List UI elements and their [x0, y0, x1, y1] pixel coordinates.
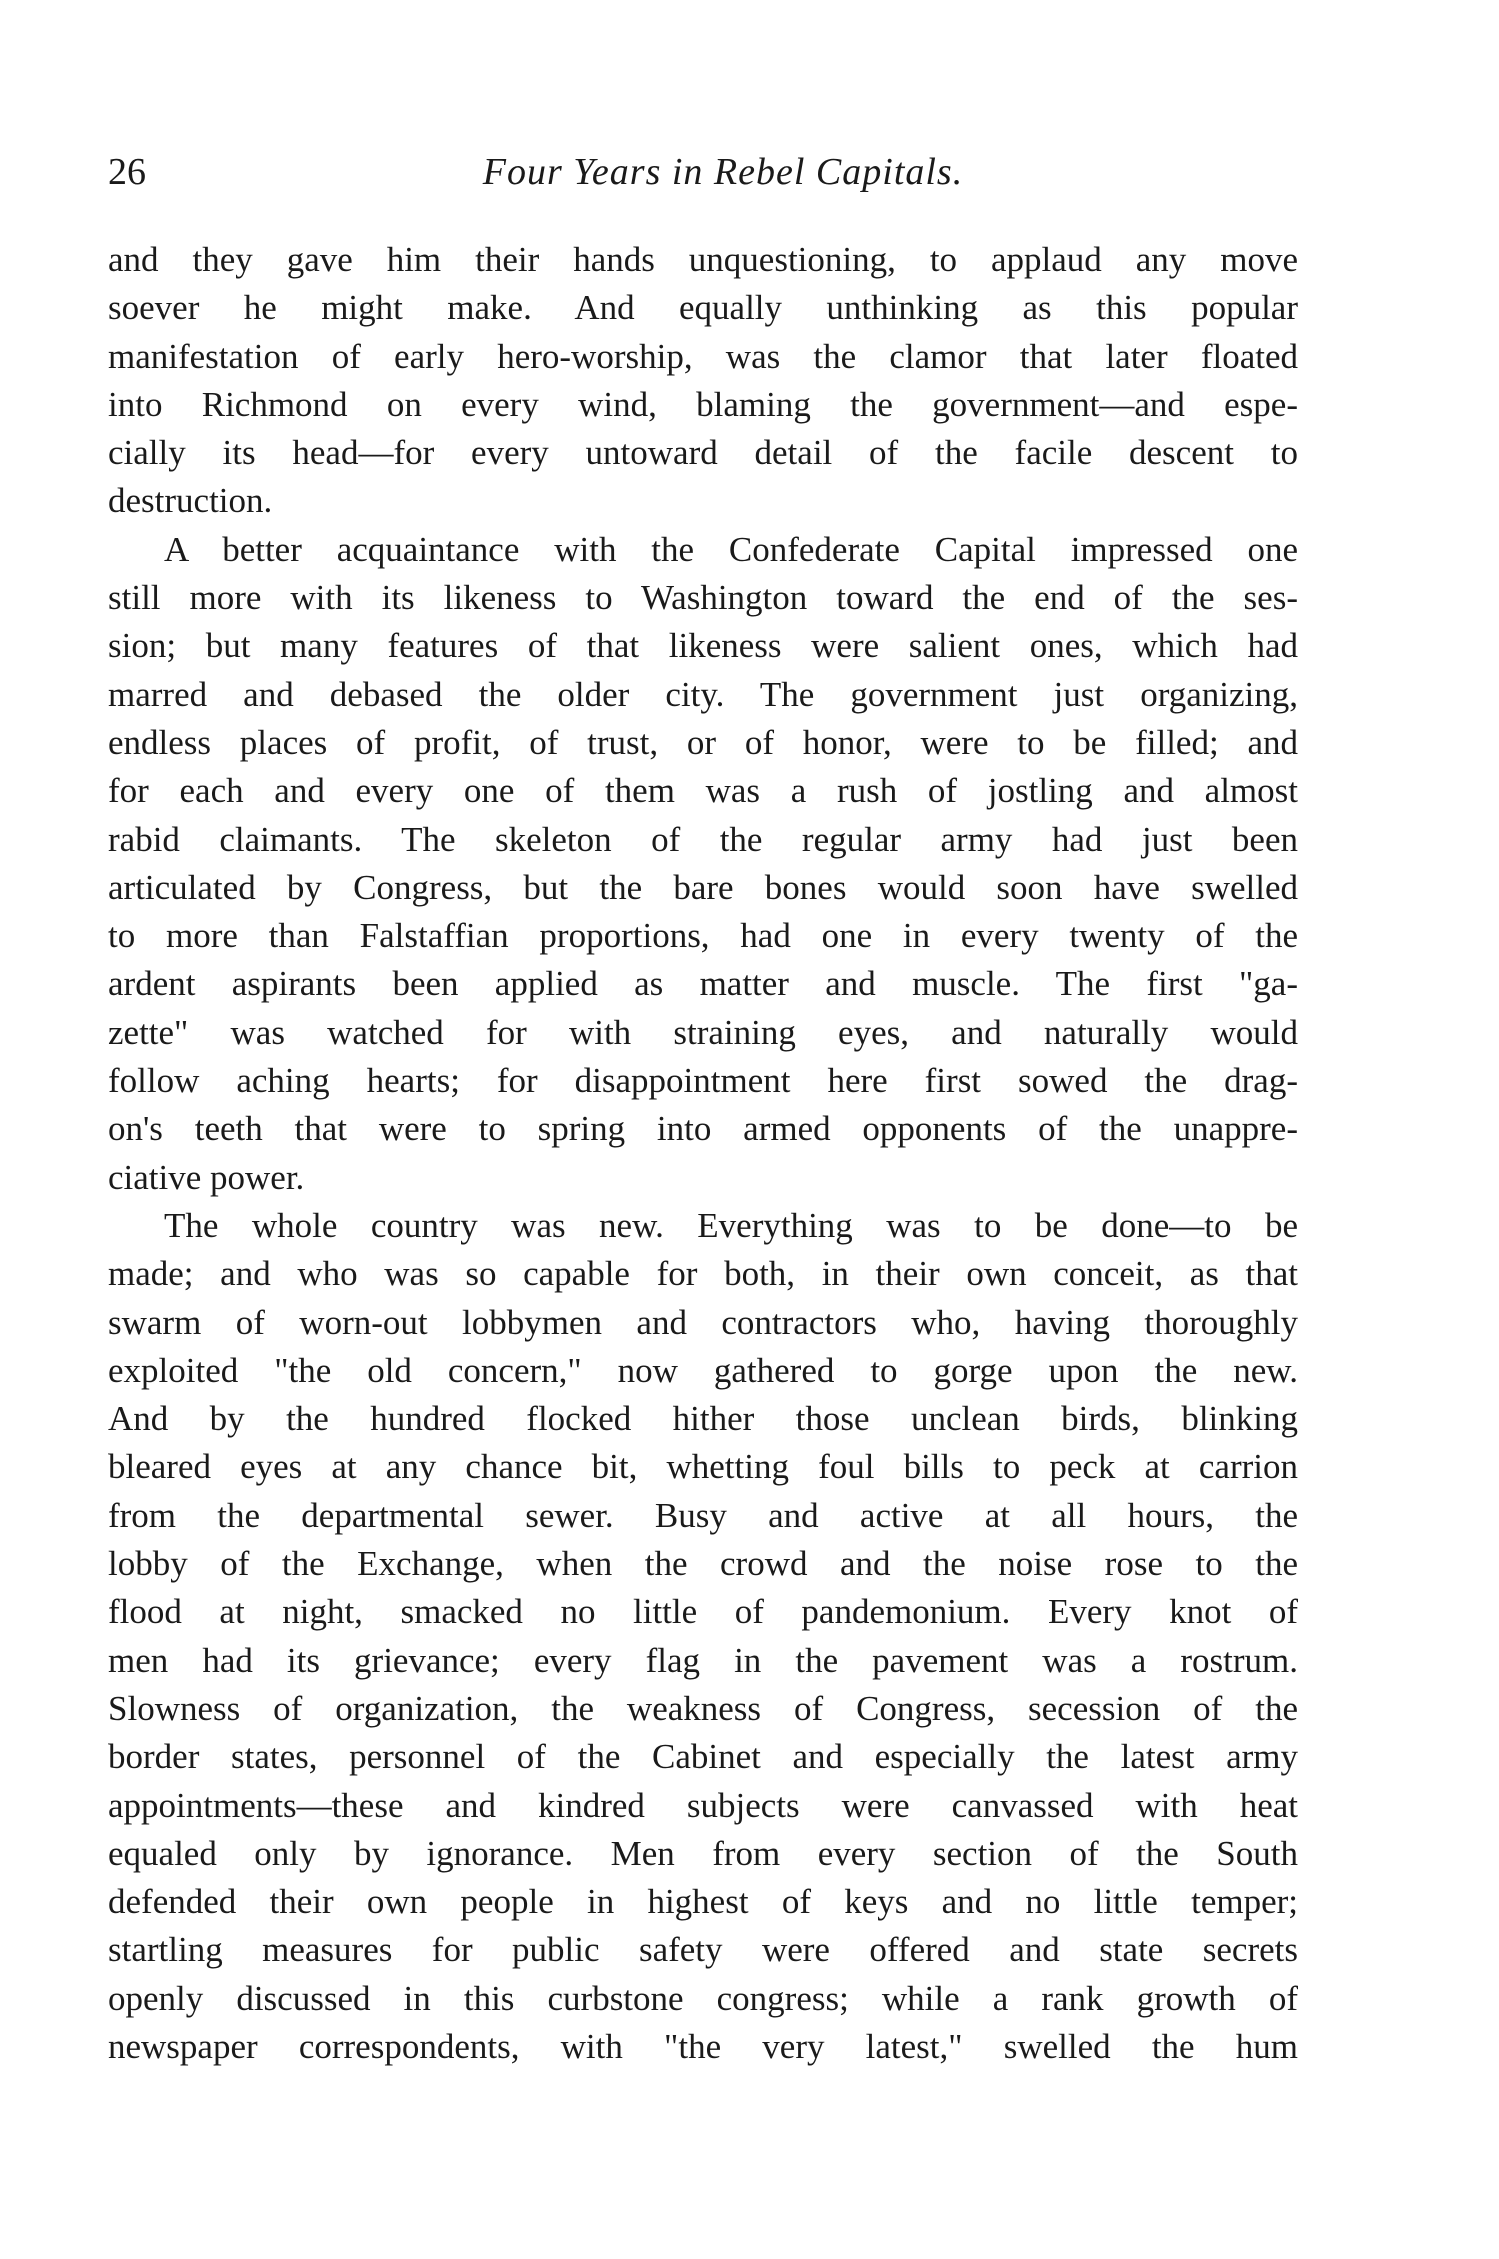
text-line: swarm of worn-out lobbymen and contractors who, having thoroughly: [108, 1302, 1298, 1342]
text-line: to more than Falstaffian proportions, had one in every twenty of the: [108, 916, 1298, 956]
text-line: soever he might make. And equally unthinking as this popular: [108, 288, 1298, 328]
text-line: flood at night, smacked no little of pandemonium. Every knot of: [108, 1592, 1298, 1632]
text-line: manifestation of early hero-worship, was the clamor that later floated: [108, 336, 1298, 376]
text-line: articulated by Congress, but the bare bones would soon have swelled: [108, 867, 1298, 907]
text-line: follow aching hearts; for disappointment here first sowed the drag-: [108, 1061, 1298, 1101]
text-line: startling measures for public safety were offered and state secrets: [108, 1930, 1298, 1970]
page-number: 26: [108, 151, 146, 193]
paragraph: [108, 1202, 1298, 2071]
text-line: openly discussed in this curbstone congress; while a rank growth of: [108, 1978, 1298, 2018]
text-line: endless places of profit, of trust, or of honor, were to be filled; and: [108, 722, 1298, 762]
text-line: exploited "the old concern," now gathered to gorge upon the new.: [108, 1350, 1298, 1390]
text-line: defended their own people in highest of keys and no little temper;: [108, 1882, 1298, 1922]
text-line: newspaper correspondents, with "the very latest," swelled the hum: [108, 2026, 1298, 2066]
text-line: cially its head—for every untoward detail of the facile descent to: [108, 433, 1298, 473]
text-line: ciative power.: [108, 1157, 305, 1197]
text-line: appointments—these and kindred subjects were canvassed with heat: [108, 1785, 1298, 1825]
running-head: [108, 142, 1298, 202]
text-line: on's teeth that were to spring into armed opponents of the unappre-: [108, 1109, 1298, 1149]
text-line: zette" was watched for with straining eyes, and naturally would: [108, 1012, 1298, 1052]
text-line: equaled only by ignorance. Men from every section of the South: [108, 1833, 1298, 1873]
text-line: and they gave him their hands unquestioning, to applaud any move: [108, 240, 1298, 279]
text-line: sion; but many features of that likeness were salient ones, which had: [108, 626, 1298, 666]
paragraph: [108, 526, 1298, 1202]
text-line: A better acquaintance with the Confederate Capital impressed one: [164, 529, 1298, 569]
paragraph: [108, 236, 1298, 526]
text-body: [108, 236, 1298, 2071]
text-line: made; and who was so capable for both, in their own conceit, as that: [108, 1254, 1298, 1294]
text-line: for each and every one of them was a rush of jostling and almost: [108, 771, 1298, 811]
text-line: The whole country was new. Everything was to be done—to be: [164, 1205, 1298, 1245]
text-line: border states, personnel of the Cabinet and especially the latest army: [108, 1737, 1298, 1777]
text-line: still more with its likeness to Washington toward the end of the ses-: [108, 578, 1298, 618]
text-line: And by the hundred flocked hither those unclean birds, blinking: [108, 1399, 1298, 1439]
text-line: Slowness of organization, the weakness of Congress, secession of the: [108, 1688, 1298, 1728]
text-line: ardent aspirants been applied as matter and muscle. The first "ga-: [108, 964, 1298, 1004]
text-line: destruction.: [108, 481, 273, 521]
text-line: bleared eyes at any chance bit, whetting foul bills to peck at carrion: [108, 1447, 1298, 1487]
text-line: from the departmental sewer. Busy and active at all hours, the: [108, 1495, 1298, 1535]
text-line: lobby of the Exchange, when the crowd and the noise rose to the: [108, 1544, 1298, 1584]
text-line: rabid claimants. The skeleton of the regular army had just been: [108, 819, 1298, 859]
text-line: into Richmond on every wind, blaming the government—and espe-: [108, 384, 1298, 424]
running-title: Four Years in Rebel Capitals.: [482, 151, 964, 193]
text-line: marred and debased the older city. The government just organizing,: [108, 674, 1298, 714]
text-line: men had its grievance; every flag in the pavement was a rostrum.: [108, 1640, 1298, 1680]
